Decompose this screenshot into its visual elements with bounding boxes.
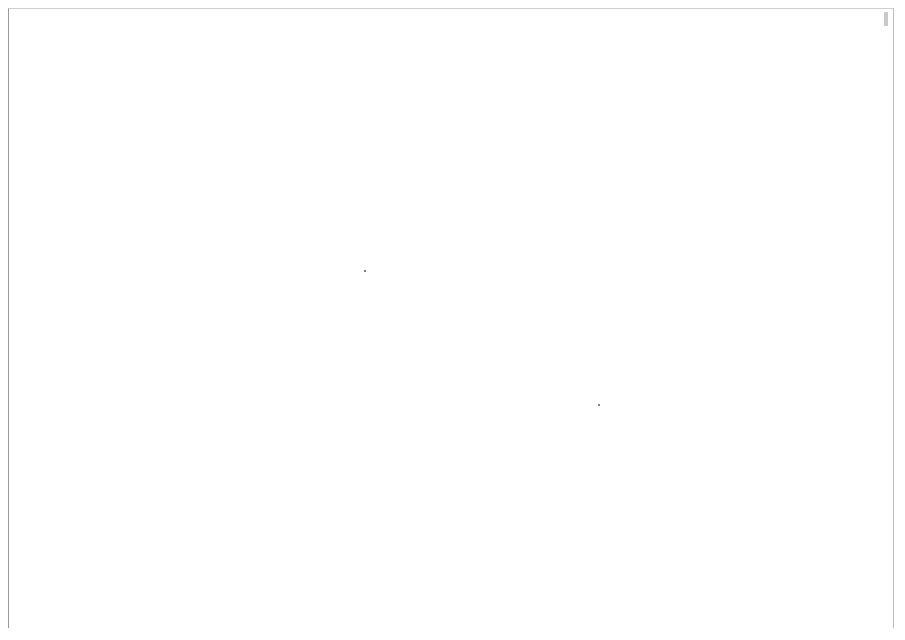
scan-edge-mark <box>884 12 888 26</box>
scan-speck <box>598 404 600 406</box>
scan-speck <box>364 270 366 272</box>
page-border <box>8 8 894 628</box>
